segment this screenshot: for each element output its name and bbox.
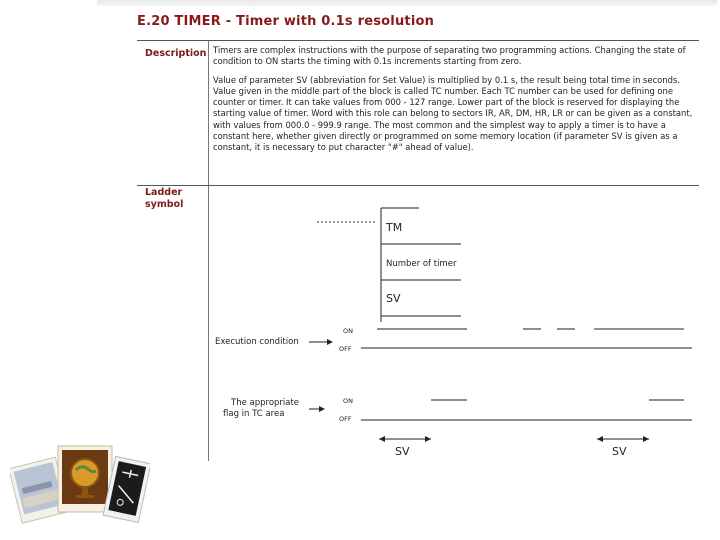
sv-arrow-right-2-icon xyxy=(643,436,649,442)
exec-off-label: OFF xyxy=(339,345,352,353)
sv-label-2: SV xyxy=(612,445,627,458)
execution-condition-label: Execution condition xyxy=(215,337,299,347)
description-text xyxy=(213,45,696,161)
flag-label-line-2: flag in TC area xyxy=(223,409,285,419)
column-divider xyxy=(208,41,209,185)
exec-arrow-head-icon xyxy=(327,339,333,345)
table-mid-rule xyxy=(137,185,699,186)
sv-arrow-left-2-icon xyxy=(597,436,603,442)
sv-arrow-left-1-icon xyxy=(379,436,385,442)
ladder-block-number: Number of timer xyxy=(386,259,457,269)
ladder-diagram xyxy=(209,190,709,462)
flag-arrow-head-icon xyxy=(319,406,325,412)
ladder-block-sv: SV xyxy=(386,292,401,305)
ladder-block-tm: TM xyxy=(386,221,403,234)
sv-arrow-right-1-icon xyxy=(425,436,431,442)
flag-label-line-1: The appropriate xyxy=(231,398,300,408)
description-paragraph-2: Value of parameter SV (abbreviation for Set Value) is multiplied by 0.1 s, the result being total time in seconds. Value given in the middle part of the block is called TC number. Each TC number can be used for defining one counter or timer. It can take values from 000 - 127 range. Lower part of the block is reserved for displaying the starting value of timer. Word with this role can belong to sectors IR, AR, DM, HR, LR or can be given as a constant, with values from 000.0 - 999.9 range. The most common and the simplest way to apply a timer is to have a constant here, whether given directly or programmed on some memory location (if parameter SV is given as a constant, it is necessary to put character "#" ahead of value). xyxy=(213,75,693,152)
top-banner xyxy=(97,0,717,6)
flag-on-label: ON xyxy=(343,397,353,405)
ladder-label-line-2: symbol xyxy=(145,199,184,210)
description-label: Description xyxy=(145,48,207,59)
sv-label-1: SV xyxy=(395,445,410,458)
flag-off-label: OFF xyxy=(339,415,352,423)
page-title: E.20 TIMER - Timer with 0.1s resolution xyxy=(137,14,435,29)
globe-photo-icon xyxy=(58,446,112,512)
ladder-label-line-1: Ladder xyxy=(145,187,183,198)
photo-stack-icon xyxy=(10,440,150,530)
table-top-rule xyxy=(137,40,699,41)
description-paragraph-1: Timers are complex instructions with the purpose of separating two programming actions. Changing the state of condition to ON starts the timing with 0.1s increments starting from zero. xyxy=(213,45,686,67)
exec-on-label: ON xyxy=(343,327,353,335)
